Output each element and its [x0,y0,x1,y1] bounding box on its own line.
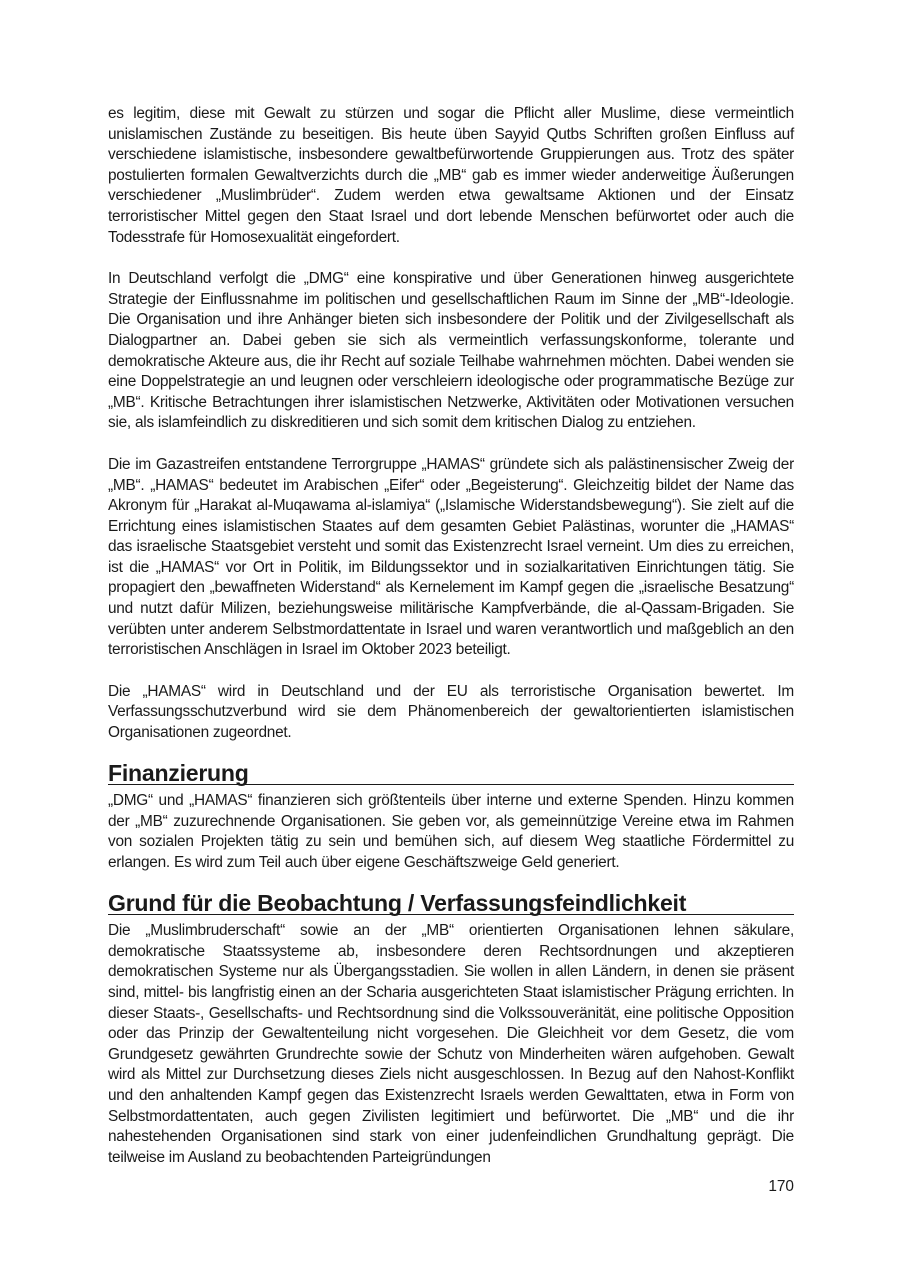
paragraph-1: es legitim, diese mit Gewalt zu stürzen und sogar die Pflicht aller Muslime, diese vermeintlich unislamischen Zustände zu beseitigen. Bis heute üben Sayyid Qutbs Schriften großen Einfluss auf verschiedene islamistische, insbesondere gewaltbefürwortende Gruppierungen aus. Trotz des später postulierten formalen Gewaltverzichts durch die „MB“ gab es immer wieder anderweitige Äußerungen verschiedener „Muslimbrüder“. Zudem werden etwa gewaltsame Aktionen und der Einsatz terroristischer Mittel gegen den Staat Israel und dort lebende Menschen befürwortet oder auch die Todesstrafe für Homosexualität eingefordert. [108,105,794,246]
section-text-finanzierung: „DMG“ und „HAMAS“ finanzieren sich größtenteils über interne und externe Spenden. Hinzu kommen der „MB“ zuzurechnende Organisationen. Sie geben vor, als gemeinnützige Vereine etwa im Rahmen von sozialen Projekten tätig zu sein und bemühen sich, auf diesem Weg staatliche Fördermittel zu erlangen. Es wird zum Teil auch über eigene Geschäftszweige Geld generiert. [108,792,794,871]
section-text-beobachtung: Die „Muslimbruderschaft“ sowie an der „MB“ orientierten Organisationen lehnen säkulare, demokratische Staatssysteme ab, insbesondere deren Rechtsordnungen und akzeptieren demokratischen Systeme nur als Übergangsstadien. Sie wollen in allen Ländern, in denen sie präsent sind, mittel- bis langfristig einen an der Scharia ausgerichteten Staat islamistischer Prägung errichten. In dieser Staats-, Gesellschafts- und Rechtsordnung sind die Volkssouveränität, eine politische Opposition oder das Prinzip der Gewaltenteilung nicht vorgesehen. Die Gleichheit vor dem Gesetz, die vom Grundgesetz gewährten Grundrechte sowie der Schutz von Minderheiten wären aufgehoben. Gewalt wird als Mittel zur Durchsetzung dieses Ziels nicht ausgeschlossen. In Bezug auf den Nahost-Konflikt und den anhaltenden Kampf gegen das Existenzrecht Israels werden Gewalttaten, etwa in Form von Selbstmordattentaten, auch gegen Zivilisten legitimiert und befürwortet. Die „MB“ und die ihr nahestehenden Organisationen sind stark von einer judenfeindlichen Grundhaltung geprägt. Die teilweise im Ausland zu beobachtenden Parteigründungen [108,922,794,1166]
section-heading-beobachtung: Grund für die Beobachtung / Verfassungsfeindlichkeit [108,893,794,916]
page-number: 170 [768,1178,794,1195]
paragraph-2: In Deutschland verfolgt die „DMG“ eine konspirative und über Generationen hinweg ausgerichtete Strategie der Einflussnahme im politischen und gesellschaftlichen Raum im Sinne der „MB“-Ideologie. Die Organisation und ihre Anhänger bieten sich insbesondere der Politik und der Zivilgesellschaft als Dialogpartner an. Dabei geben sie sich als vermeintlich verfassungskonforme, tolerante und demokratische Akteure aus, die ihr Recht auf soziale Teilhabe wahrnehmen möchten. Dabei wenden sie eine Doppelstrategie an und leugnen oder verschleiern ideologische oder programmatische Bezüge zur „MB“. Kritische Betrachtungen ihrer islamistischen Netzwerke, Aktivitäten oder Motivationen versuchen sie, als islamfeindlich zu diskreditieren und sich somit dem kritischen Dialog zu entziehen. [108,270,794,432]
paragraph-3: Die im Gazastreifen entstandene Terrorgruppe „HAMAS“ gründete sich als palästinensischer Zweig der „MB“. „HAMAS“ bedeutet im Arabischen „Eifer“ oder „Begeisterung“. Gleichzeitig bildet der Name das Akronym für „Harakat al-Muqawama al-islamiya“ („Islamische Widerstandsbewegung“). Sie zielt auf die Errichtung eines islamistischen Staates auf dem gesamten Gebiet Palästinas, worunter die „HAMAS“ das israelische Staatsgebiet versteht und somit das Existenzrecht Israel verneint. Um dies zu erreichen, ist die „HAMAS“ vor Ort in Politik, im Bildungssektor und in sozialkaritativen Einrichtungen tätig. Sie propagiert den „bewaffneten Widerstand“ als Kernelement im Kampf gegen die „israelische Besatzung“ und nutzt dafür Milizen, beziehungsweise militärische Kampfverbände, die al-Qassam-Brigaden. Sie verübten unter anderem Selbstmordattentate in Israel und waren verantwortlich und maßgeblich an den terroristischen Anschlägen in Israel im Oktober 2023 beteiligt. [108,455,794,659]
document-page [108,104,794,1168]
paragraph-4: Die „HAMAS“ wird in Deutschland und der EU als terroristische Organisation bewertet. Im Verfassungsschutzverbund wird sie dem Phänomenbereich der gewaltorientierten islamistischen Organisationen zugeordnet. [108,682,794,742]
section-heading-finanzierung: Finanzierung [108,763,794,786]
